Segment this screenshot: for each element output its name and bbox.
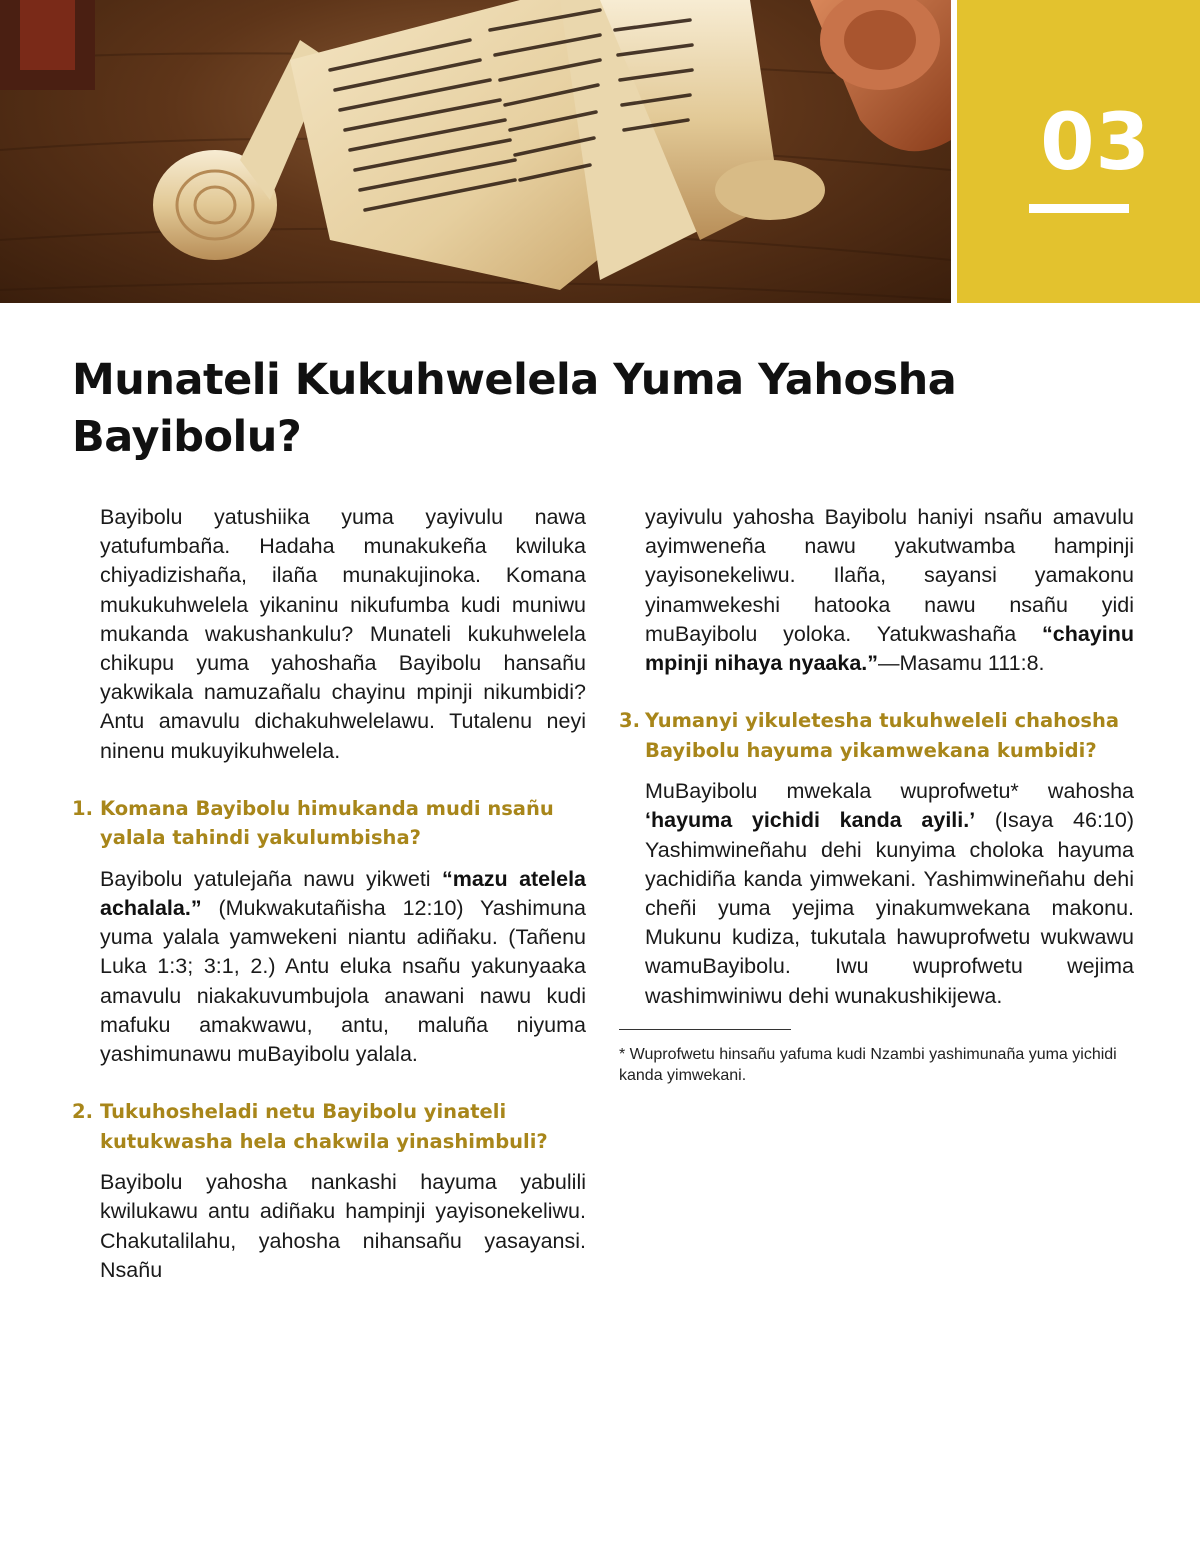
answer-2-text-end: —Masamu 111:8. xyxy=(878,651,1045,676)
answer-2-quote: “chayinu mpinji nihaya nyaaka.” xyxy=(645,621,1134,676)
lesson-number-underline xyxy=(1029,204,1129,213)
question-2-number: 2. xyxy=(72,1100,93,1124)
scrolls-photo xyxy=(0,0,951,303)
answer-2-paragraph: Bayibolu yahosha nankashi hayuma yabulili kwilukawu antu adiñaku hampinji yayisonekeliwu. Chakutalilahu, yahosha nihansañu yasayansi. Nsañu xyxy=(100,1170,586,1282)
answer-1-paragraph xyxy=(72,865,586,1069)
answer-2-text-start: yayivulu yahosha Bayibolu haniyi nsañu amavulu ayimweneña nawu yakutwamba hampinji yayisonekeliwu. Ilaña, sayansi yamakonu yinamwekeshi hatooka nawu nsañu yidi muBayibolu yoloka. Yatukwashaña xyxy=(645,505,1134,646)
lesson-number-box xyxy=(957,0,1200,303)
lesson-number: 03 xyxy=(1040,98,1151,188)
question-2 xyxy=(72,1097,586,1156)
answer-1-quote: “mazu atelela achalala.” xyxy=(100,866,587,921)
answer-1-text-end: (Mukwakutañisha 12:10) Yashimuna yuma yalala yamwekeni niantu adiñaku. (Tañenu Luka 1:3; 3:1, 2.) Antu eluka nsañu yakunyaaka amavulu niakakuvumbujola anawani nawu kudi mafuku amakwawu, antu, maluña niyuma yashimunawu muBayibolu yalala. xyxy=(100,896,586,1067)
right-column xyxy=(619,503,1134,1086)
left-column xyxy=(72,503,586,1285)
answer-1-text-start: Bayibolu yatulejaña nawu yikweti xyxy=(100,866,442,891)
footnote: * Wuprofwetu hinsañu yafuma kudi Nzambi yashimunaña yuma yichidi kanda yimwekani. xyxy=(619,1045,1117,1084)
question-3-number: 3. xyxy=(619,709,640,733)
question-1-number: 1. xyxy=(72,796,93,820)
answer-2-paragraph-continued xyxy=(619,503,1134,678)
question-3 xyxy=(619,706,1134,765)
question-1 xyxy=(72,794,586,853)
footnote-divider xyxy=(619,1029,791,1030)
intro-paragraph: Bayibolu yatushiika yuma yayivulu nawa yatufumbaña. Hadaha munakukeña kwiluka chiyadizishaña, ilaña munakujinoka. Komana mukukuhwelela yikaninu nikufumba kudi muniwu mukanda wakushankulu? Munateli kukuhwelela chikupu yuma yahoshaña Bayibolu hansañu yakwikala namuzañalu chayinu mpinji nikumbidi? Antu amavulu dichakuhwelelawu. Tutalenu neyi ninenu mukuyikuhwelela. xyxy=(100,505,586,763)
answer-3-paragraph xyxy=(619,777,1134,1011)
question-2-text: Tukuhosheladi netu Bayibolu yinateli kutukwasha hela chakwila yinashimbuli? xyxy=(100,1100,548,1153)
answer-3-quote: ‘hayuma yichidi kanda ayili.’ xyxy=(645,808,976,833)
answer-3-text-start: MuBayibolu mwekala wuprofwetu* wahosha xyxy=(645,779,1134,804)
answer-3-text-end: (Isaya 46:10) Yashimwineñahu dehi kunyima choloka hayuma yachidiña kanda yimwekani. Yashimwineñahu dehi cheñi yuma yejima yinakumwekana makonu. Mukunu kudiza, tukutala hawuprofwetu wukwawu wamuBayibolu. Iwu wuprofwetu wejima washimwiniwu dehi wunakushikijewa. xyxy=(645,808,1134,1008)
question-1-text: Komana Bayibolu himukanda mudi nsañu yalala tahindi yakulumbisha? xyxy=(100,796,554,850)
page-title: Munateli Kukuhwelela Yuma Yahosha Bayibolu? xyxy=(72,355,957,462)
header-banner xyxy=(0,0,1200,303)
question-3-text: Yumanyi yikuletesha tukuhweleli chahosha Bayibolu hayuma yikamwekana kumbidi? xyxy=(645,709,1120,762)
